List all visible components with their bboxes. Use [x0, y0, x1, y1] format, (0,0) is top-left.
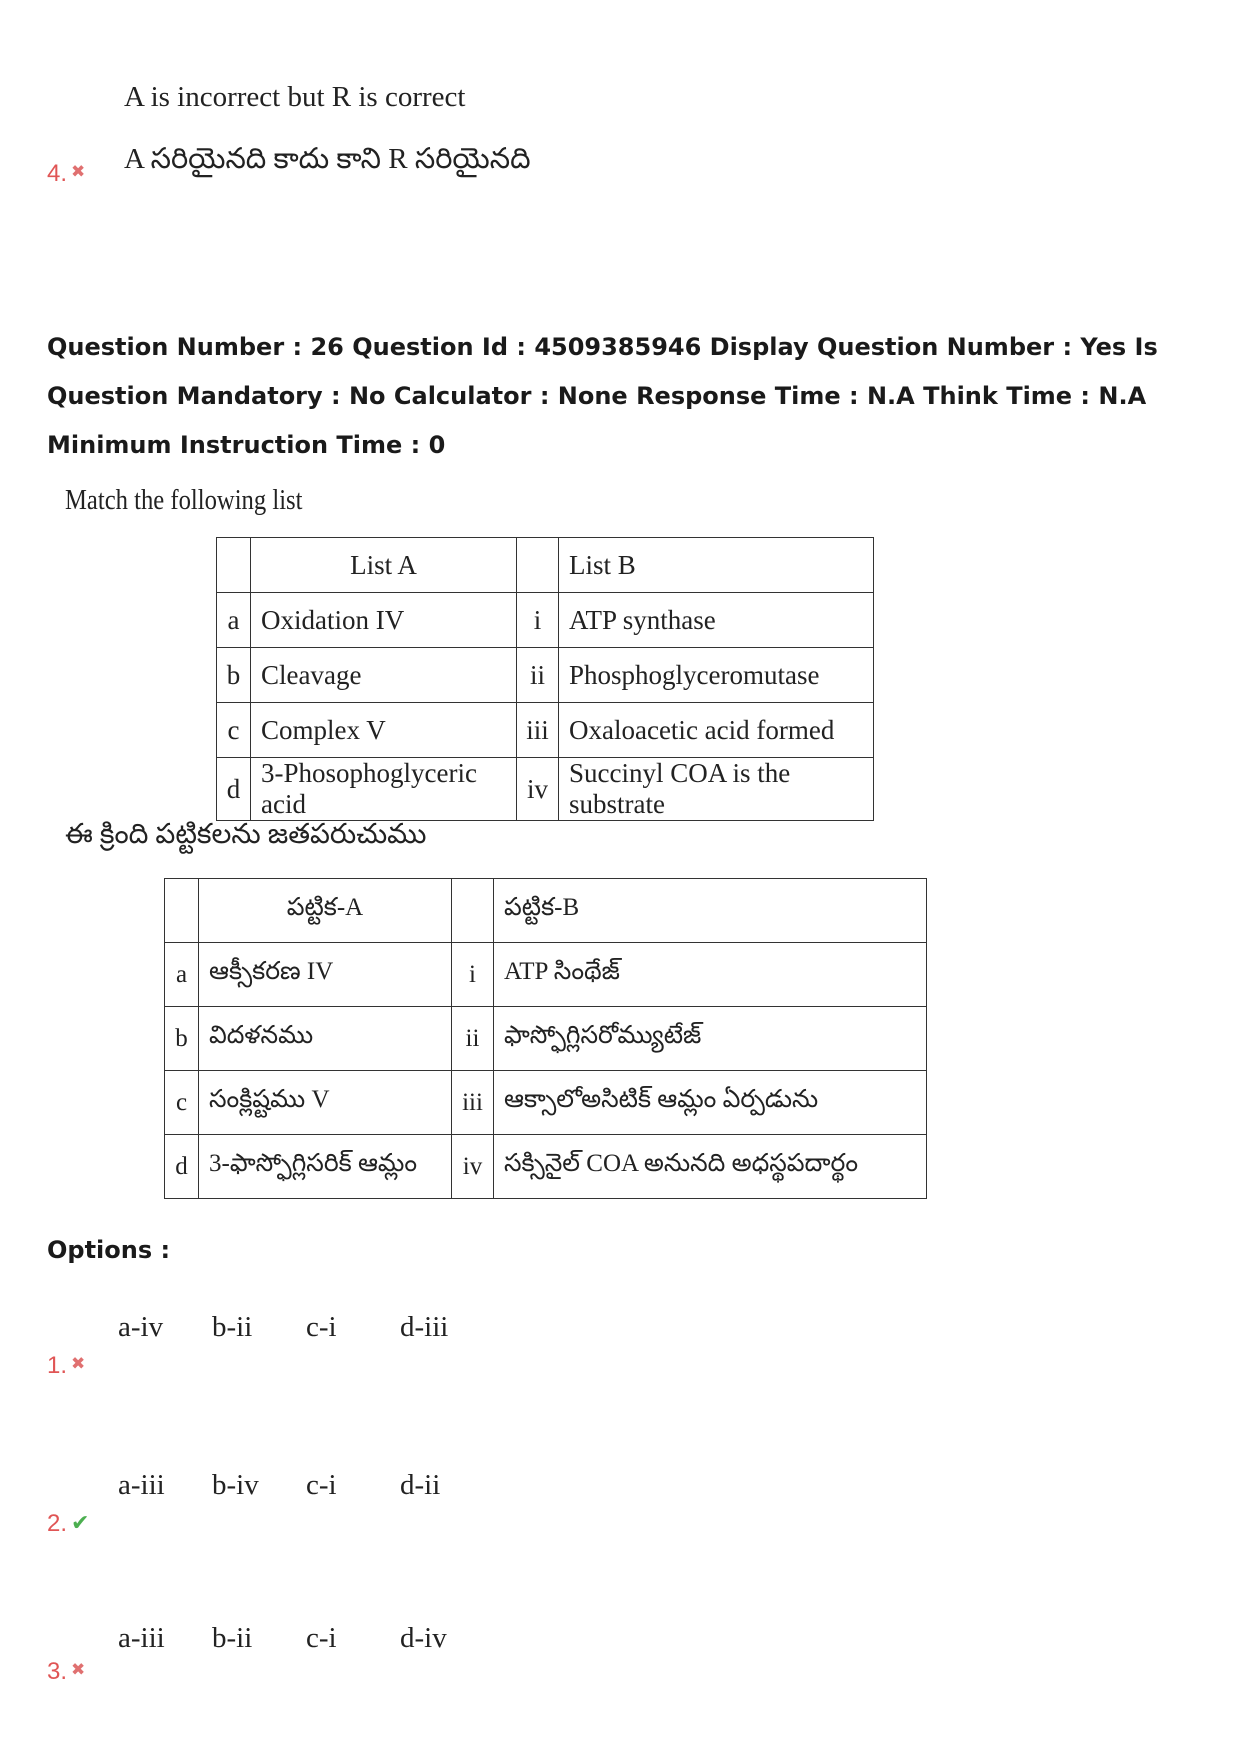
match-pair: b-iv: [212, 1469, 259, 1501]
row-index-a: c: [165, 1071, 199, 1135]
row-index-b: ii: [452, 1007, 494, 1071]
check-icon: ✔: [71, 1510, 90, 1535]
table-row: [217, 703, 874, 758]
list-a-item: విదళనము: [199, 1007, 452, 1071]
table-header-row: [217, 538, 874, 593]
match-table-en: [216, 537, 874, 821]
table-row: [217, 648, 874, 703]
list-a-item: Oxidation IV: [251, 593, 517, 648]
previous-option-text-en: A is incorrect but R is correct: [124, 81, 466, 113]
row-index-b: iv: [517, 758, 559, 821]
table-cell: [217, 538, 251, 593]
question-meta: Question Number : 26 Question Id : 4509385946 Display Question Number : Yes Is Question Mandatory : No Calculator : None Response Time : N.A Think Time : N.A Minimum Instruction Time : 0: [47, 333, 1158, 459]
list-a-item: 3-Phosophoglyceric acid: [251, 758, 517, 821]
option-number: 1.: [47, 1352, 68, 1379]
row-index-a: a: [217, 593, 251, 648]
question-title-te: ఈ క్రింది పట్టికలను జతపరుచుము: [65, 819, 427, 850]
row-index-a: b: [217, 648, 251, 703]
table-row: [165, 1135, 927, 1199]
match-pair: d-iv: [400, 1622, 447, 1654]
row-index-b: i: [452, 943, 494, 1007]
table-cell: [452, 879, 494, 943]
match-table-te: [164, 878, 927, 1199]
option-number: 4.: [47, 160, 68, 187]
previous-option-marker: [47, 160, 85, 188]
row-index-a: d: [217, 758, 251, 821]
list-a-item: Complex V: [251, 703, 517, 758]
table-cell: [165, 879, 199, 943]
row-index-b: iv: [452, 1135, 494, 1199]
table-header-row: [165, 879, 927, 943]
list-a-item: ఆక్సీకరణ IV: [199, 943, 452, 1007]
row-index-a: d: [165, 1135, 199, 1199]
option-3-text: [118, 1622, 447, 1655]
match-pair: d-ii: [400, 1469, 441, 1501]
cross-icon: ✖: [71, 1660, 86, 1679]
match-pair: c-i: [306, 1622, 337, 1654]
list-b-item: ATP synthase: [559, 593, 874, 648]
match-pair: c-i: [306, 1311, 337, 1343]
table-cell: [517, 538, 559, 593]
question-title-en: Match the following list: [65, 485, 303, 516]
row-index-a: b: [165, 1007, 199, 1071]
row-index-a: a: [165, 943, 199, 1007]
list-b-item: Succinyl COA is the substrate: [559, 758, 874, 821]
match-pair: b-ii: [212, 1311, 253, 1343]
option-2-text: [118, 1469, 440, 1502]
list-a-item: సంక్లిష్టము V: [199, 1071, 452, 1135]
list-b-item: సక్సినైల్ COA అనునది అధస్థపదార్థం: [494, 1135, 927, 1199]
row-index-b: iii: [517, 703, 559, 758]
table-row: [165, 943, 927, 1007]
row-index-b: i: [517, 593, 559, 648]
cross-icon: ✖: [71, 162, 86, 181]
table-row: [165, 1071, 927, 1135]
list-b-item: Oxaloacetic acid formed: [559, 703, 874, 758]
option-1-text: [118, 1311, 448, 1344]
list-a-item: Cleavage: [251, 648, 517, 703]
list-a-item: 3-ఫాస్ఫోగ్లిసరిక్ ఆమ్లం: [199, 1135, 452, 1199]
row-index-a: c: [217, 703, 251, 758]
option-2-marker: [47, 1510, 89, 1538]
table-header-a: పట్టిక-A: [199, 879, 452, 943]
match-pair: d-iii: [400, 1311, 449, 1343]
table-header-b: పట్టిక-B: [494, 879, 927, 943]
table-header-b: List B: [559, 538, 874, 593]
list-b-item: Phosphoglyceromutase: [559, 648, 874, 703]
option-1-marker: [47, 1352, 85, 1380]
table-header-a: List A: [251, 538, 517, 593]
match-pair: c-i: [306, 1469, 337, 1501]
options-label: Options :: [47, 1236, 171, 1264]
list-b-item: ఆక్సాలోఅసిటిక్ ఆమ్లం ఏర్పడును: [494, 1071, 927, 1135]
match-pair: a-iii: [118, 1622, 165, 1654]
table-row: [217, 758, 874, 821]
match-pair: a-iv: [118, 1311, 164, 1343]
match-pair: a-iii: [118, 1469, 165, 1501]
table-row: [165, 1007, 927, 1071]
row-index-b: iii: [452, 1071, 494, 1135]
match-pair: b-ii: [212, 1622, 253, 1654]
row-index-b: ii: [517, 648, 559, 703]
previous-option-text-te: A సరియైనది కాదు కాని R సరియైనది: [124, 143, 531, 175]
option-number: 2.: [47, 1510, 68, 1537]
table-row: [217, 593, 874, 648]
previous-option-text: [124, 66, 531, 190]
list-b-item: ATP సింథేజ్: [494, 943, 927, 1007]
list-b-item: ఫాస్ఫోగ్లిసరోమ్యుటేజ్: [494, 1007, 927, 1071]
option-3-marker: [47, 1658, 85, 1686]
cross-icon: ✖: [71, 1354, 86, 1373]
option-number: 3.: [47, 1658, 68, 1685]
